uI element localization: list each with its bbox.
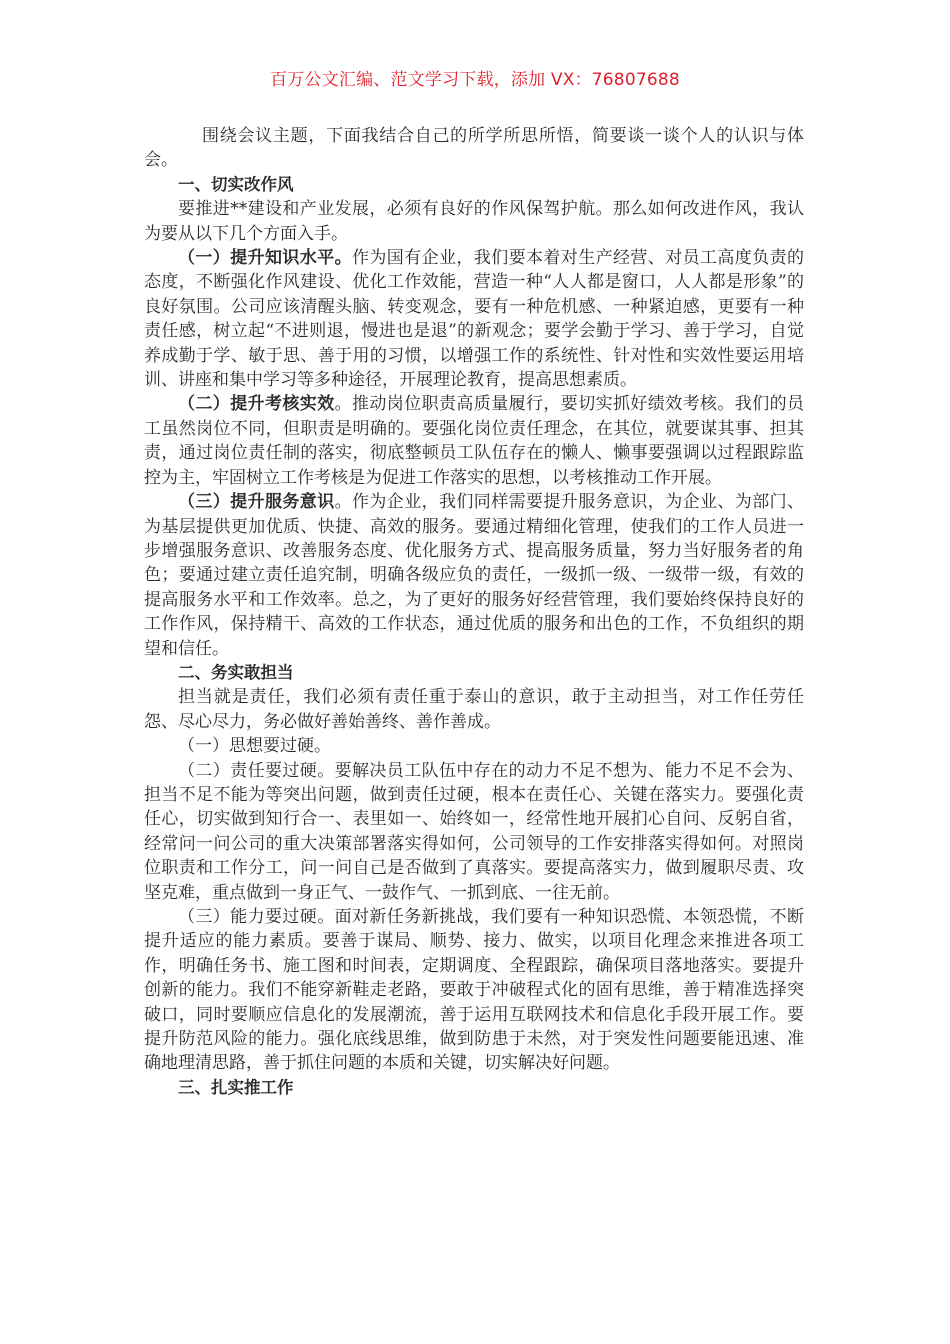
item-lead: （三）提升服务意识 [178,492,335,513]
intro-paragraph: 围绕会议主题，下面我结合自己的所学所思所悟，简要谈一谈个人的认识与体会。 [144,126,804,171]
section2-intro: 担当就是责任，我们必须有责任重于泰山的意识，敢于主动担当，对工作任劳任怨、尽心尽力，务必做好善始善终、善作善成。 [144,687,804,732]
section2-item2: （二）责任要过硬。要解决员工队伍中存在的动力不足不想为、能力不足不会为、担当不足不能为等突出问题，做到责任过硬，根本在责任心、关键在落实力。要强化责任心，切实做到知行合一、表里如一、始终如一，经常性地开展扪心自问、反躬自省，经常问一问公司的重大决策部署落实得如何，公司领导的工作安排落实得如何。对照岗位职责和工作分工，问一问自己是否做到了真落实。要提高落实力，做到履职尽责、攻坚克难，重点做到一身正气、一鼓作气、一抓到底、一往无前。 [144,760,804,903]
section-heading-2: 二、务实敢担当 [178,662,294,682]
section1-intro: 要推进**建设和产业发展，必须有良好的作风保驾护航。那么如何改进作风，我认为要从以下几个方面入手。 [144,199,804,244]
section2-item3: （三）能力要过硬。面对新任务新挑战，我们要有一种知识恐慌、本领恐慌，不断提升适应的能力素质。要善于谋局、顺势、接力、做实，以项目化理念来推进各项工作，明确任务书、施工图和时间表，定期调度、全程跟踪，确保项目落地落实。要提升创新的能力。我们不能穿新鞋走老路，要敢于冲破程式化的固有思维，善于精准选择突破口，同时要顺应信息化的发展潮流，善于运用互联网技术和信息化手段开展工作。要提升防范风险的能力。强化底线思维，做到防患于未然，对于突发性问题要能迅速、准确地理清思路，善于抓住问题的本质和关键，切实解决好问题。 [144,907,804,1074]
document-body [144,124,804,1100]
section1-item3 [144,490,804,661]
item-body: 。作为企业，我们同样需要提升服务意识，为企业、为部门、为基层提供更加优质、快捷、高效的服务。要通过精细化管理，使我们的工作人员进一步增强服务意识、改善服务态度、优化服务方式、提高服务质量，努力当好服务者的角色；要通过建立责任追究制，明确各级应负的责任，一级抓一级、一级带一级，有效的提高服务水平和工作效率。总之，为了更好的服务好经营管理，我们要始终保持良好的工作作风，保持精干、高效的工作状态，通过优质的服务和出色的工作，不负组织的期望和信任。 [144,492,805,659]
section2-item1: （一）思想要过硬。 [178,736,331,757]
promo-banner: 百万公文汇编、范文学习下载，添加 VX：76807688 [270,70,680,90]
item-body: 作为国有企业，我们要本着对生产经营、对员工高度负责的态度，不断强化作风建设、优化工作效能，营造一种“人人都是窗口，人人都是形象”的良好氛围。公司应该清醒头脑、转变观念，要有一种危机感、一种紧迫感，更要有一种责任感，树立起“不进则退，慢进也是退”的新观念；要学会勤于学习、善于学习，自觉养成勤于学、敏于思、善于用的习惯，以增强工作的系统性、针对性和实效性要运用培训、讲座和集中学习等多种途径，开展理论教育，提高思想素质。 [144,248,804,391]
section-heading-3: 三、扎实推工作 [178,1077,294,1097]
section1-item2 [144,392,804,490]
section-heading-1: 一、切实改作风 [178,174,294,194]
item-lead: （一）提升知识水平。 [178,248,352,269]
item-body: 。推动岗位职责高质量履行，要切实抓好绩效考核。我们的员工虽然岗位不同，但职责是明确的。要强化岗位责任理念，在其位，就要谋其事、担其责，通过岗位责任制的落实，彻底整顿员工队伍存在的懒人、懒事要强调以过程跟踪监控为主，牢固树立工作考核是为促进工作落实的思想，以考核推动工作开展。 [144,394,805,488]
section1-item1 [144,246,804,392]
item-lead: （二）提升考核实效 [178,394,335,415]
